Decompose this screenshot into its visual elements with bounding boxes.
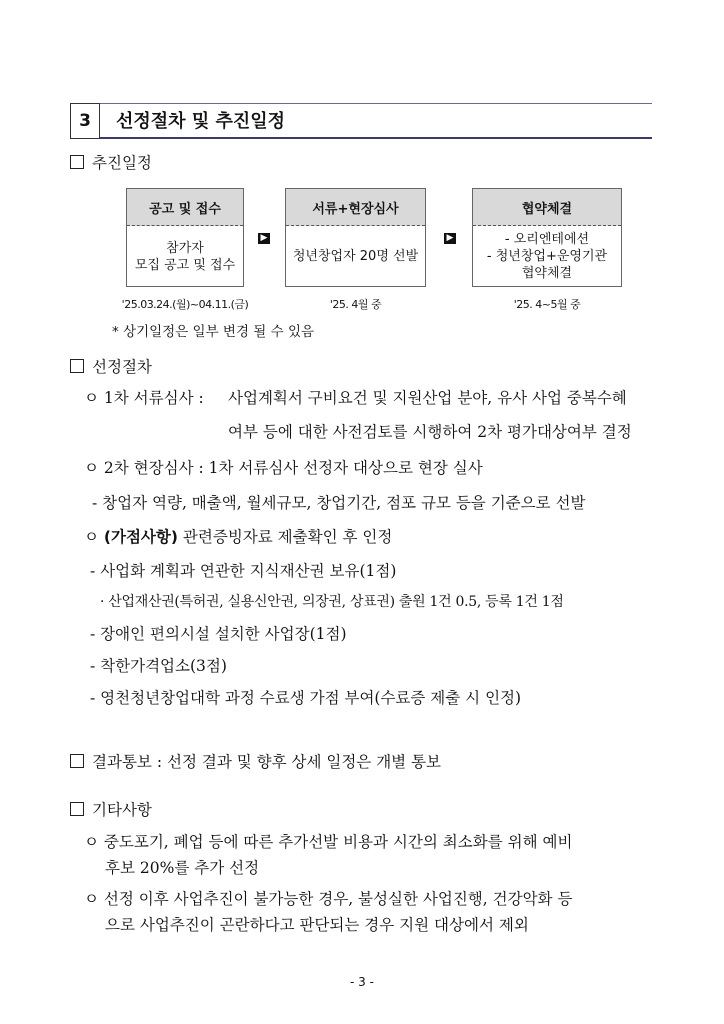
flow-step-body-line: - 청년창업+운영기관 bbox=[486, 249, 608, 264]
second-review-criteria: - 창업자 역량, 매출액, 월세규모, 창업기간, 점포 규모 등을 기준으로 선발 bbox=[92, 494, 586, 512]
other-heading: 기타사항 bbox=[92, 801, 152, 819]
bonus-rest: 관련증빙자료 제출확인 후 인정 bbox=[177, 528, 393, 546]
bonus-item: - 장애인 편의시설 설치한 사업장(1점) bbox=[90, 625, 347, 643]
other-item-2-line1: ㅇ 선정 이후 사업추진이 불가능한 경우, 불성실한 사업진행, 건강악화 등 bbox=[84, 890, 573, 908]
checkbox-bullet-icon bbox=[70, 155, 84, 169]
checkbox-bullet-icon bbox=[70, 754, 84, 768]
second-review: ㅇ 2차 현장심사 : 1차 서류심사 선정자 대상으로 현장 실사 bbox=[84, 459, 483, 477]
schedule-note: * 상기일정은 일부 변경 될 수 있음 bbox=[112, 324, 315, 340]
result-row bbox=[70, 752, 441, 772]
flow-step-body-line: 참가자 bbox=[166, 240, 204, 256]
first-review-line1: 사업계획서 구비요건 및 지원산업 분야, 유사 사업 중복수혜 bbox=[228, 389, 627, 407]
bonus-heading bbox=[84, 527, 392, 547]
flow-step-date: '25. 4월 중 bbox=[329, 298, 382, 311]
flow-step-date: '25. 4~5월 중 bbox=[513, 298, 581, 311]
flow-step-body-line: - 오리엔테에션 bbox=[504, 232, 590, 247]
checkbox-bullet-icon bbox=[70, 359, 84, 373]
bonus-label: (가점사항) bbox=[103, 528, 178, 546]
flow-step-body-line: 협약체결 bbox=[521, 266, 573, 281]
checkbox-bullet-icon bbox=[70, 802, 84, 816]
flow-step-body bbox=[473, 226, 621, 287]
flow-step-title: 협약체결 bbox=[473, 189, 621, 226]
flow-step-apply bbox=[126, 188, 244, 287]
section-number: 3 bbox=[70, 103, 100, 139]
header-bottom-rule bbox=[100, 137, 652, 139]
page-number: - 3 - bbox=[350, 975, 374, 989]
other-item-1-line2: 후보 20%를 추가 선정 bbox=[105, 859, 260, 877]
flow-step-title: 서류+현장심사 bbox=[286, 189, 425, 226]
flow-step-agreement bbox=[472, 188, 622, 287]
flow-step-body-line: 모집 공고 및 접수 bbox=[134, 257, 236, 273]
flow-step-body bbox=[127, 226, 243, 287]
header-top-rule bbox=[100, 103, 652, 104]
other-item-1-line1: ㅇ 중도포기, 폐업 등에 따른 추가선발 비용과 시간의 최소화를 위해 예비 bbox=[84, 833, 573, 851]
flow-step-body-line: 청년창업자 20명 선발 bbox=[292, 249, 419, 264]
flow-step-review bbox=[285, 188, 426, 287]
section-header bbox=[70, 103, 652, 139]
procedure-heading: 선정절차 bbox=[92, 358, 152, 376]
schedule-heading-row bbox=[70, 153, 152, 173]
bonus-item: - 착한가격업소(3점) bbox=[90, 657, 227, 675]
procedure-heading-row bbox=[70, 357, 152, 377]
other-heading-row bbox=[70, 800, 152, 820]
result-text: 결과통보 : 선정 결과 및 향후 상세 일정은 개별 통보 bbox=[92, 753, 442, 771]
bonus-item: - 영천청년창업대학 과정 수료생 가점 부여(수료증 제출 시 인정) bbox=[90, 689, 522, 707]
section-title: 선정절차 및 추진일정 bbox=[116, 111, 286, 132]
first-review-line2: 여부 등에 대한 사전검토를 시행하여 2차 평가대상여부 결정 bbox=[228, 423, 632, 441]
arrow-right-icon: ▶ bbox=[444, 233, 456, 244]
flow-step-title: 공고 및 접수 bbox=[127, 189, 243, 226]
flow-step-date: '25.03.24.(월)~04.11.(금) bbox=[121, 298, 249, 311]
bonus-subitem: · 산업재산권(특허권, 실용신안권, 의장권, 상표권) 출원 1건 0.5, 등록 1건 1점 bbox=[100, 594, 564, 610]
other-item-2-line2: 으로 사업추진이 곤란하다고 판단되는 경우 지원 대상에서 제외 bbox=[105, 916, 529, 934]
first-review-label: ㅇ 1차 서류심사 : bbox=[84, 389, 204, 407]
schedule-heading: 추진일정 bbox=[92, 154, 152, 172]
flow-step-body bbox=[286, 226, 425, 287]
arrow-right-icon: ▶ bbox=[258, 233, 270, 244]
bonus-item: - 사업화 계획과 연관한 지식재산권 보유(1점) bbox=[90, 562, 397, 580]
bonus-bullet: ㅇ bbox=[84, 528, 104, 546]
